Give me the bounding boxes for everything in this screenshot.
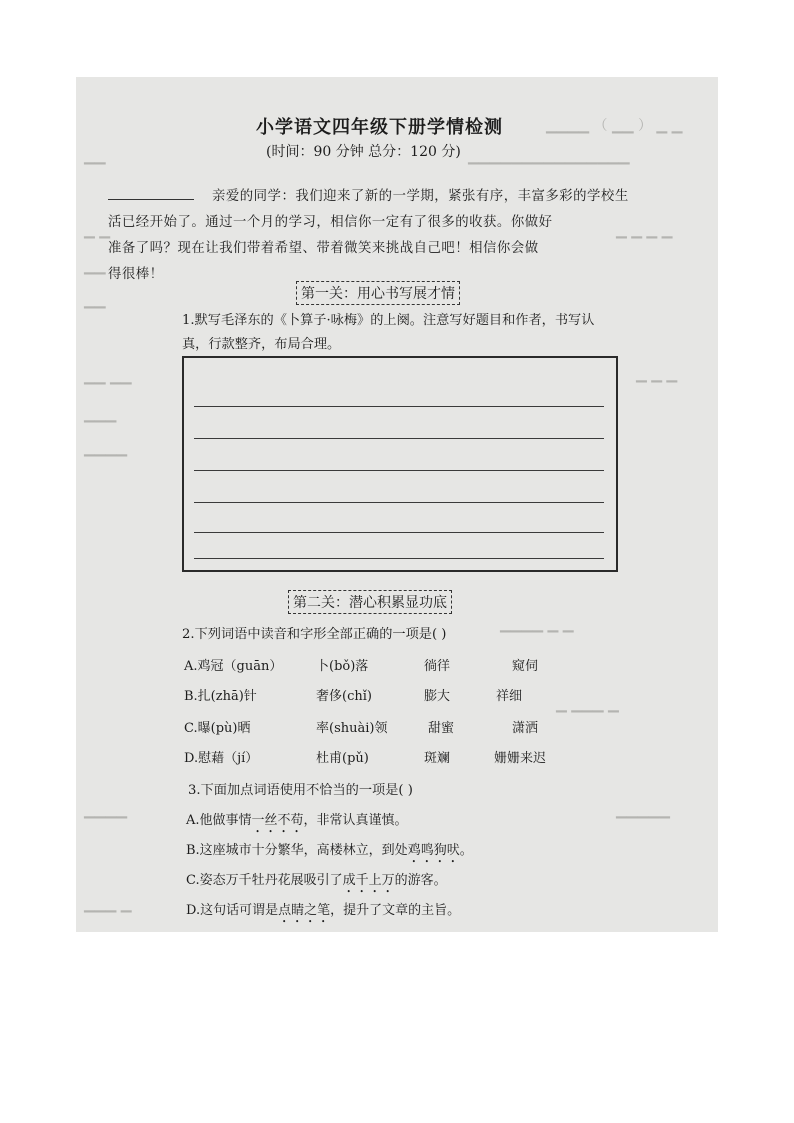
q3-option-d-dotted: 点睛之笔: [278, 903, 331, 918]
bleed-through-mark: ▁▁▁ ▁: [84, 897, 132, 913]
page-subtitle: (时间：90 分钟 总分：120 分): [266, 144, 461, 160]
bleed-through-mark: ▁▁▁▁: [84, 441, 128, 457]
section-2-title: 第二关：潜心积累显功底: [288, 590, 452, 614]
q3-option-b-rest: 。: [459, 843, 473, 858]
intro-line-1: 亲爱的同学：我们迎来了新的一学期，紧张有序，丰富多彩的学校生: [212, 189, 629, 204]
answer-writing-box[interactable]: [182, 356, 618, 572]
q3-option-b-text: B.这座城市十分繁华，高楼林立，到处: [186, 843, 408, 858]
bleed-through-mark: ▁ ▁▁▁ ▁: [556, 697, 619, 713]
option-c-4: 潇洒: [512, 721, 539, 736]
section-1-title: 第一关：用心书写展才情: [296, 281, 460, 305]
option-c-1: C.曝(pù)晒: [184, 721, 251, 736]
answer-line: [194, 532, 604, 533]
option-b-3: 膨大: [424, 689, 451, 704]
option-d-2: 杜甫(pǔ): [316, 751, 369, 766]
bleed-through-mark: ▁▁▁▁▁: [616, 803, 670, 819]
question-3: 3.下面加点词语使用不恰当的一项是( ): [188, 783, 413, 798]
bleed-through-mark: ▁ ▁ ▁: [636, 367, 678, 383]
answer-line: [194, 438, 604, 439]
scanned-exam-page: [76, 77, 718, 932]
option-b-1: B.扎(zhā)针: [184, 689, 257, 704]
option-a-3: 徜徉: [424, 659, 451, 674]
q3-option-d-rest: ，提升了文章的主旨。: [330, 903, 461, 918]
bleed-through-mark: ▁▁▁▁ ▁ ▁: [500, 617, 574, 633]
bleed-through-mark: ▁▁ ▁▁: [84, 369, 132, 385]
question-2: 2.下列词语中读音和字形全部正确的一项是( ): [182, 627, 447, 642]
option-d-1: D.慰藉（jí）: [184, 751, 259, 766]
q3-option-a-dotted: 一丝不苟: [251, 813, 304, 828]
answer-line: [194, 470, 604, 471]
q3-option-c-rest: 的游客。: [394, 873, 447, 888]
q3-option-c: [186, 869, 447, 896]
option-c-3: 甜蜜: [428, 721, 455, 736]
option-d-4: 姗姗来迟: [494, 751, 547, 766]
intro-line-4: 得很棒！: [108, 267, 164, 282]
q3-option-b: [186, 839, 473, 866]
q3-option-c-dotted: 成千上万: [342, 873, 395, 888]
q3-option-b-dotted: 鸡鸣狗吠: [407, 843, 460, 858]
answer-line: [194, 502, 604, 503]
q3-option-d-text: D.这句话可谓是: [186, 903, 279, 918]
option-a-1: A.鸡冠（guān）: [184, 659, 283, 674]
intro-line-3: 准备了吗？现在让我们带着希望、带着微笑来挑战自己吧！相信你会做: [108, 241, 539, 256]
intro-line-2: 活已经开始了。通过一个月的学习，相信你一定有了很多的收获。你做好: [108, 215, 553, 230]
answer-line: [194, 558, 604, 559]
option-b-4: 祥细: [496, 689, 523, 704]
q3-option-a-text: A.他做事情: [186, 813, 252, 828]
question-1-line-1: 1.默写毛泽东的《卜算子·咏梅》的上阕。注意写好题目和作者，书写认: [182, 313, 595, 328]
q3-option-a-rest: ，非常认真谨慎。: [303, 813, 408, 828]
bleed-through-mark: ▁▁: [84, 259, 106, 275]
option-b-2: 奢侈(chǐ): [316, 689, 372, 704]
bleed-through-mark: ▁▁▁: [84, 407, 117, 423]
q3-option-d: [186, 899, 460, 926]
page-title: 小学语文四年级下册学情检测: [256, 117, 503, 138]
bleed-through-mark: ▁ ▁ ▁ ▁: [616, 223, 673, 239]
bleed-through-mark: ▁▁▁▁ （ ▁▁ ） ▁ ▁: [546, 118, 683, 134]
bleed-through-mark: ▁ ▁: [84, 223, 110, 239]
bleed-through-mark: ▁▁: [84, 293, 106, 309]
q3-option-a: [186, 809, 408, 836]
bleed-through-mark: ▁▁▁▁▁▁▁▁▁▁▁▁▁▁▁: [468, 149, 630, 165]
answer-line: [194, 406, 604, 407]
bleed-through-mark: ▁▁▁▁: [84, 803, 128, 819]
option-c-2: 率(shuài)领: [316, 721, 388, 736]
bleed-through-mark: ▁▁: [84, 149, 106, 165]
option-d-3: 斑斓: [424, 751, 451, 766]
q3-option-c-text: C.姿态万千牡丹花展吸引了: [186, 873, 343, 888]
question-1-line-2: 真，行款整齐，布局合理。: [182, 337, 341, 352]
option-a-4: 窥伺: [512, 659, 539, 674]
option-a-2: 卜(bǒ)落: [316, 659, 369, 674]
